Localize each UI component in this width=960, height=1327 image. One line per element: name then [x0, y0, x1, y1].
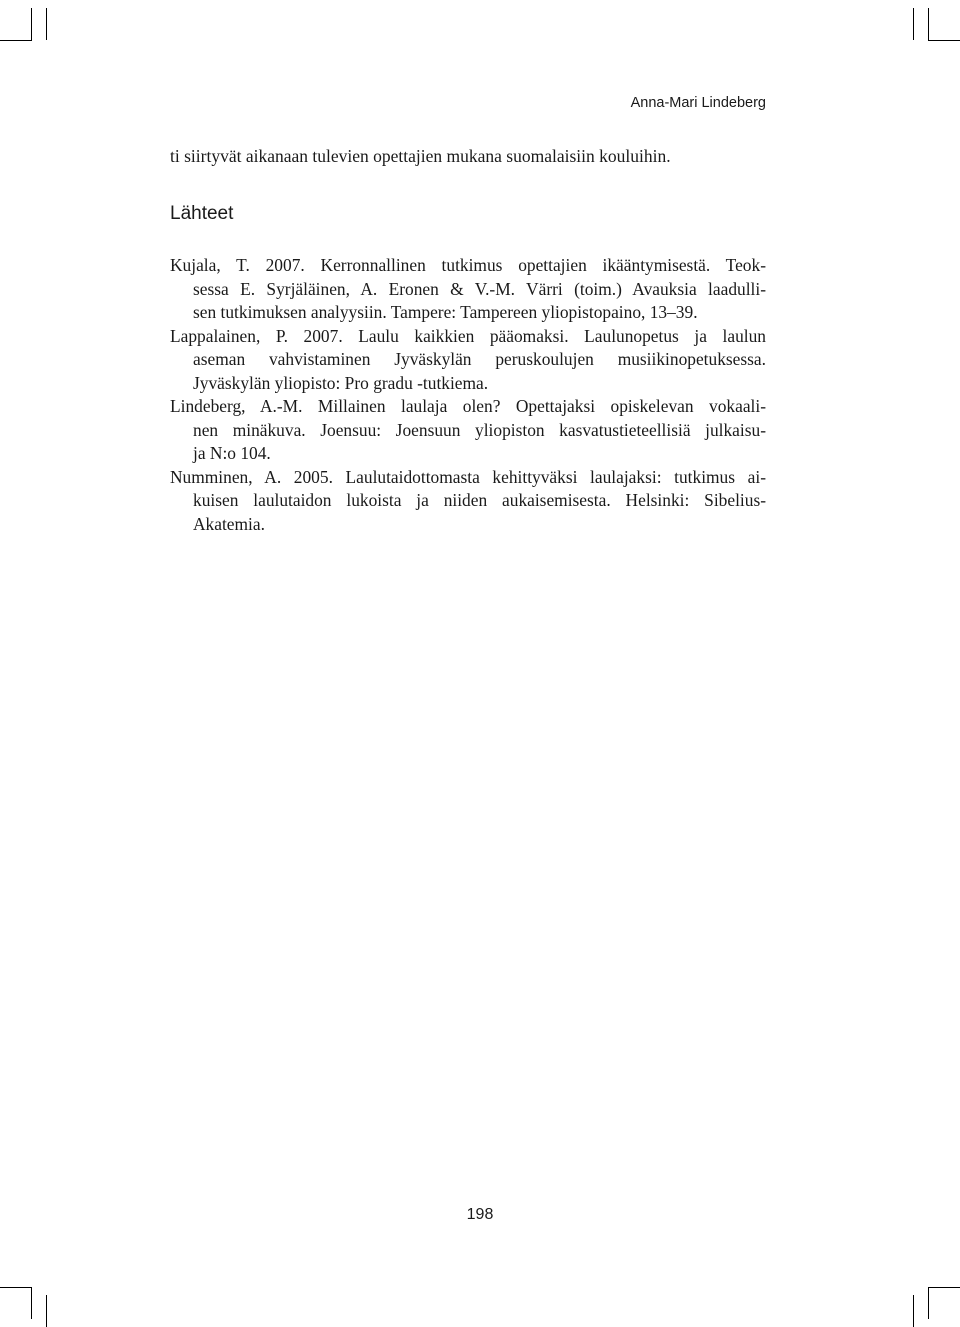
reference-item [170, 395, 766, 466]
running-head: Anna-Mari Lindeberg [630, 95, 766, 111]
reference-item [170, 254, 766, 325]
crop-mark [46, 8, 47, 40]
reference-line: kuisen laulutaidon lukoista ja niiden aukaisemisesta. Helsinki: Sibelius- [193, 490, 766, 510]
reference-line: Numminen, A. 2005. Laulutaidottomasta kehittyväksi laulajaksi: tutkimus ai- [170, 466, 766, 487]
reference-line: sessa E. Syrjäläinen, A. Eronen & V.-M. Värri (toim.) Avauksia laadulli- [193, 278, 766, 299]
reference-line: Lappalainen, P. 2007. Laulu kaikkien pääomaksi. Laulunopetus ja laulun [170, 325, 766, 346]
body-text-line: ti siirtyvät aikanaan tulevien opettajien mukana suomalaisiin kouluihin. [170, 146, 671, 166]
crop-mark [913, 1295, 914, 1327]
page-number: 198 [466, 1206, 494, 1223]
reference-line: Akatemia. [193, 513, 265, 534]
crop-mark [46, 1295, 47, 1327]
crop-mark [928, 1287, 929, 1319]
crop-mark [928, 1287, 960, 1288]
crop-mark [0, 1287, 32, 1288]
reference-line: Kujala, T. 2007. Kerronnallinen tutkimus opettajien ikääntymisestä. Teok- [170, 255, 766, 275]
reference-line: aseman vahvistaminen Jyväskylän peruskoulujen musiikinopetuksessa. [193, 349, 766, 369]
reference-line: Jyväskylän yliopisto: Pro gradu -tutkiema. [193, 372, 489, 393]
section-heading: Lähteet [170, 203, 234, 224]
reference-line: Lindeberg, A.-M. Millainen laulaja olen? Opettajaksi opiskelevan vokaali- [170, 396, 766, 416]
crop-mark [31, 8, 32, 40]
crop-mark [928, 8, 929, 40]
reference-line: nen minäkuva. Joensuu: Joensuun yliopiston kasvatustieteellisiä julkaisu- [193, 419, 766, 440]
crop-mark [913, 8, 914, 40]
crop-mark [31, 1287, 32, 1319]
reference-item [170, 466, 766, 537]
reference-list [170, 254, 766, 536]
crop-mark [928, 40, 960, 41]
reference-line: sen tutkimuksen analyysiin. Tampere: Tampereen yliopistopaino, 13–39. [193, 302, 698, 322]
reference-line: ja N:o 104. [193, 443, 271, 463]
reference-item [170, 325, 766, 396]
crop-mark [0, 40, 32, 41]
